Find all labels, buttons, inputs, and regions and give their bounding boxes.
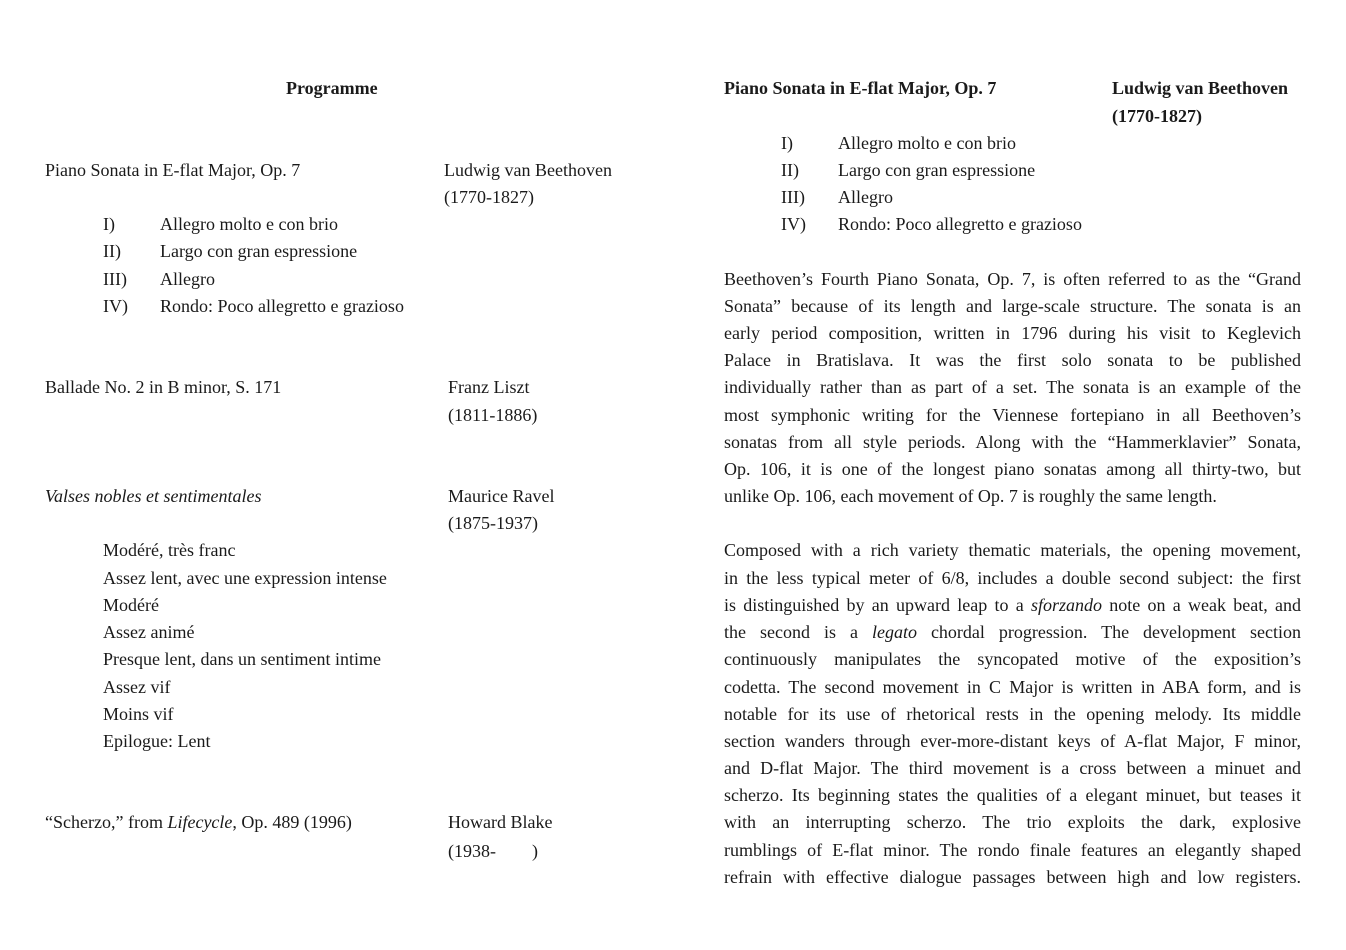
paragraph-line: Sonata” because of its length and large-scale structure. The sonata is an xyxy=(724,296,1301,316)
composer-dates: (1770-1827) xyxy=(1112,106,1202,126)
paragraph-line: most symphonic writing for the Viennese fortepiano in all Beethoven’s xyxy=(724,405,1301,425)
paragraph-line xyxy=(724,594,1301,616)
paragraph-line: with an interrupting scherzo. The trio exploits the dark, explosive xyxy=(724,812,1301,832)
paragraph-line: Composed with a rich variety thematic materials, the opening movement, xyxy=(724,540,1301,560)
movement-number: II) xyxy=(103,241,121,261)
composer-name: Ludwig van Beethoven xyxy=(1112,78,1289,98)
movement-name: Rondo: Poco allegretto e grazioso xyxy=(160,296,404,316)
composer-dates: (1770-1827) xyxy=(444,187,534,207)
paragraph-line: continuously manipulates the syncopated motive of the exposition’s xyxy=(724,649,1301,669)
text-run: chordal progression. The development section xyxy=(916,622,1302,642)
paragraph-line: unlike Op. 106, each movement of Op. 7 is roughly the same length. xyxy=(724,486,1217,506)
piece-title-prefix: “Scherzo,” from xyxy=(45,812,168,832)
paragraph-line xyxy=(724,621,1301,643)
movement-name: Largo con gran espressione xyxy=(838,160,1036,180)
piece-title: Valses nobles et sentimentales xyxy=(45,486,262,506)
piece-title: Ballade No. 2 in B minor, S. 171 xyxy=(45,377,282,397)
composer-dates: (1811-1886) xyxy=(448,405,538,425)
paragraph-line: in the less typical meter of 6/8, includes a double second subject: the first xyxy=(724,568,1301,588)
paragraph-line: Op. 106, it is one of the longest piano sonatas among all thirty-two, but xyxy=(724,459,1301,479)
movement-name: Rondo: Poco allegretto e grazioso xyxy=(838,214,1082,234)
movement-number: I) xyxy=(781,133,793,153)
movement-number: III) xyxy=(103,269,127,289)
movement-name: Epilogue: Lent xyxy=(103,731,211,751)
movement-name: Moins vif xyxy=(103,704,174,724)
piece-title-italic: Lifecycle xyxy=(167,812,233,832)
paragraph-line: Beethoven’s Fourth Piano Sonata, Op. 7, is often referred to as the “Grand xyxy=(724,269,1301,289)
paragraph-line: and D-flat Major. The third movement is a cross between a minuet and xyxy=(724,758,1301,778)
paragraph-line: scherzo. Its beginning states the qualities of a elegant minuet, but teases it xyxy=(724,785,1301,805)
piece-title-suffix: , Op. 489 (1996) xyxy=(232,812,352,832)
paragraph-line: codetta. The second movement in C Major is written in ABA form, and is xyxy=(724,677,1301,697)
piece-heading: Piano Sonata in E-flat Major, Op. 7 xyxy=(724,78,997,98)
paragraph-line: sonatas from all style periods. Along with the “Hammerklavier” Sonata, xyxy=(724,432,1301,452)
paragraph-line: notable for its use of rhetorical rests in the opening melody. Its middle xyxy=(724,704,1301,724)
programme-title: Programme xyxy=(286,78,378,98)
movement-name: Assez vif xyxy=(103,677,171,697)
movement-number: I) xyxy=(103,214,115,234)
movement-name: Assez lent, avec une expression intense xyxy=(103,568,387,588)
movement-name: Allegro xyxy=(160,269,215,289)
movement-name: Modéré xyxy=(103,595,159,615)
movement-name: Presque lent, dans un sentiment intime xyxy=(103,649,381,669)
paragraph-line: early period composition, written in 1796 during his visit to Keglevich xyxy=(724,323,1301,343)
paragraph-line: Palace in Bratislava. It was the first solo sonata to be published xyxy=(724,350,1301,370)
paragraph-line: refrain with effective dialogue passages between high and low registers. xyxy=(724,867,1301,887)
composer-dates: (1938- ) xyxy=(448,841,538,861)
composer-name: Franz Liszt xyxy=(448,377,530,397)
piece-title: Piano Sonata in E-flat Major, Op. 7 xyxy=(45,160,301,180)
composer-name: Howard Blake xyxy=(448,812,553,832)
italic-term: sforzando xyxy=(1031,595,1103,615)
movement-name: Modéré, très franc xyxy=(103,540,236,560)
movement-name: Assez animé xyxy=(103,622,195,642)
text-run: the second is a xyxy=(724,622,872,642)
composer-name: Ludwig van Beethoven xyxy=(444,160,612,180)
movement-number: III) xyxy=(781,187,805,207)
composer-name: Maurice Ravel xyxy=(448,486,555,506)
movement-name: Allegro xyxy=(838,187,893,207)
paragraph-line: individually rather than as part of a set. The sonata is an example of the xyxy=(724,377,1301,397)
movement-name: Allegro molto e con brio xyxy=(160,214,338,234)
movement-number: II) xyxy=(781,160,799,180)
paragraph-line: section wanders through ever-more-distant keys of A-flat Major, F minor, xyxy=(724,731,1301,751)
piece-title xyxy=(45,811,352,833)
movement-number: IV) xyxy=(781,214,806,234)
movement-name: Largo con gran espressione xyxy=(160,241,358,261)
text-run: note on a weak beat, and xyxy=(1102,595,1301,615)
italic-term: legato xyxy=(871,622,917,642)
text-run: is distinguished by an upward leap to a xyxy=(724,595,1032,615)
composer-dates: (1875-1937) xyxy=(448,513,538,533)
paragraph-line: rumblings of E-flat minor. The rondo finale features an elegantly shaped xyxy=(724,840,1301,860)
movement-name: Allegro molto e con brio xyxy=(838,133,1016,153)
movement-number: IV) xyxy=(103,296,128,316)
